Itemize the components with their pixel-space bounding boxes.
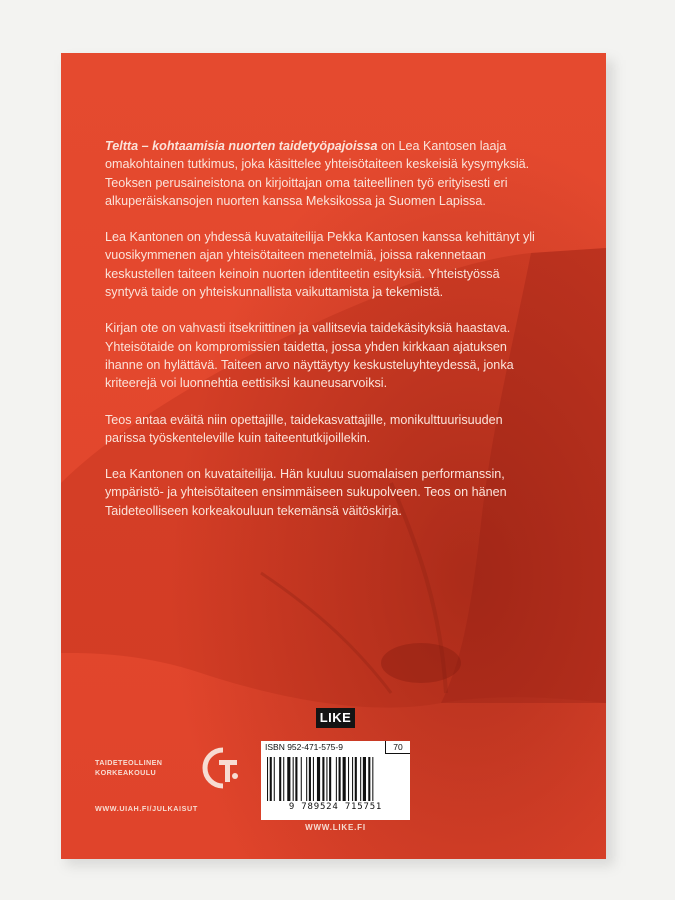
barcode-bar (293, 757, 294, 801)
blurb-paragraph-4: Teos antaa eväitä niin opettajille, taidekasvattajille, monikulttuurisuuden parissa työskenteleville kuin taiteentutkijoillekin. (105, 412, 503, 445)
barcode-bar (306, 757, 307, 801)
book-title: Teltta – kohtaamisia nuorten taidetyöpajoissa (105, 139, 378, 153)
barcode-label (261, 741, 410, 820)
blurb-paragraph-5: Lea Kantonen on kuvataiteilija. Hän kuuluu suomalaisen performanssin, ympäristö- ja yhteisötaiteen ensimmäiseen sukupolveen. Teos on hänen Taideteolliseen korkeakouluun tekemänsä väitöskirja. (105, 467, 507, 518)
barcode-number: 9 789524 715751 (288, 802, 383, 812)
university-name (95, 758, 162, 778)
uiah-logo-icon (201, 746, 245, 790)
barcode-bar (309, 757, 311, 801)
blurb-paragraph-1-rest: on Lea Kantosen laaja omakohtainen tutkimus, joka käsittelee yhteisötaiteen keskeisiä kysymyksiä. Teoksen perusaineistona on kirjoittajan oma taiteellinen työ erityisesti eri alkuperäiskansojen nuorten kanssa Meksikossa ja Suomen Lapissa. (105, 139, 530, 208)
barcode-bar (368, 757, 370, 801)
barcode-bars (267, 757, 404, 801)
university-url: WWW.UIAH.FI/JULKAISUT (95, 804, 198, 813)
university-logo (95, 746, 255, 796)
barcode-bar (360, 757, 361, 801)
barcode-bar (279, 757, 281, 801)
barcode-bar (301, 757, 302, 801)
like-publisher-logo: LIKE (316, 708, 355, 728)
barcode-bar (348, 757, 349, 801)
blurb-paragraph-3: Kirjan ote on vahvasti itsekriittinen ja vallitsevia taidekäsityksiä haastava. Yhteisötaide on kompromissien taidetta, jossa yhden kirkkaan ajatuksen ihanne on hylättävä. Taiteen arvo näyttäytyy keskusteluyhteydessä, jonka kriteerejä voi luonnehtia eettisiksi kauneusarvoiksi. (105, 321, 514, 391)
barcode-bar (295, 757, 297, 801)
barcode-bar (355, 757, 357, 801)
blurb-paragraph-2: Lea Kantonen on yhdessä kuvataiteilija Pekka Kantosen kanssa kehittänyt yli vuosikymmenen ajan yhteisötaiteen menetelmiä, joissa rakennetaan keskustellen taiteen keinoin nuorten identiteetin esityksiä. Yhteistyössä syntyvä taide on yhteiskunnallista vaikuttamista ja tekemistä. (105, 230, 535, 300)
barcode-bar (352, 757, 353, 801)
barcode-bar (267, 757, 268, 801)
blurb-paragraph-1 (105, 137, 545, 210)
barcode-bar (287, 757, 290, 801)
barcode-bar (372, 757, 373, 801)
barcode-bar (339, 757, 341, 801)
barcode-bar (270, 757, 272, 801)
book-back-cover (61, 53, 606, 859)
barcode-bar (283, 757, 284, 801)
blurb-text (105, 137, 545, 538)
barcode-bar (329, 757, 331, 801)
barcode-bar (317, 757, 320, 801)
barcode-bar (336, 757, 337, 801)
barcode-bar (343, 757, 346, 801)
barcode-bar (313, 757, 314, 801)
barcode-bar (274, 757, 275, 801)
university-name-line-2: KORKEAKOULU (95, 768, 157, 777)
university-name-line-1: TAIDETEOLLINEN (95, 758, 163, 767)
price-code: 70 (385, 741, 410, 754)
isbn-text: ISBN 952-471-575-9 (265, 742, 343, 752)
barcode-bar (322, 757, 324, 801)
barcode-bar (363, 757, 366, 801)
isbn-row (261, 741, 410, 754)
barcode-bar (326, 757, 327, 801)
publisher-website: WWW.LIKE.FI (305, 823, 366, 832)
